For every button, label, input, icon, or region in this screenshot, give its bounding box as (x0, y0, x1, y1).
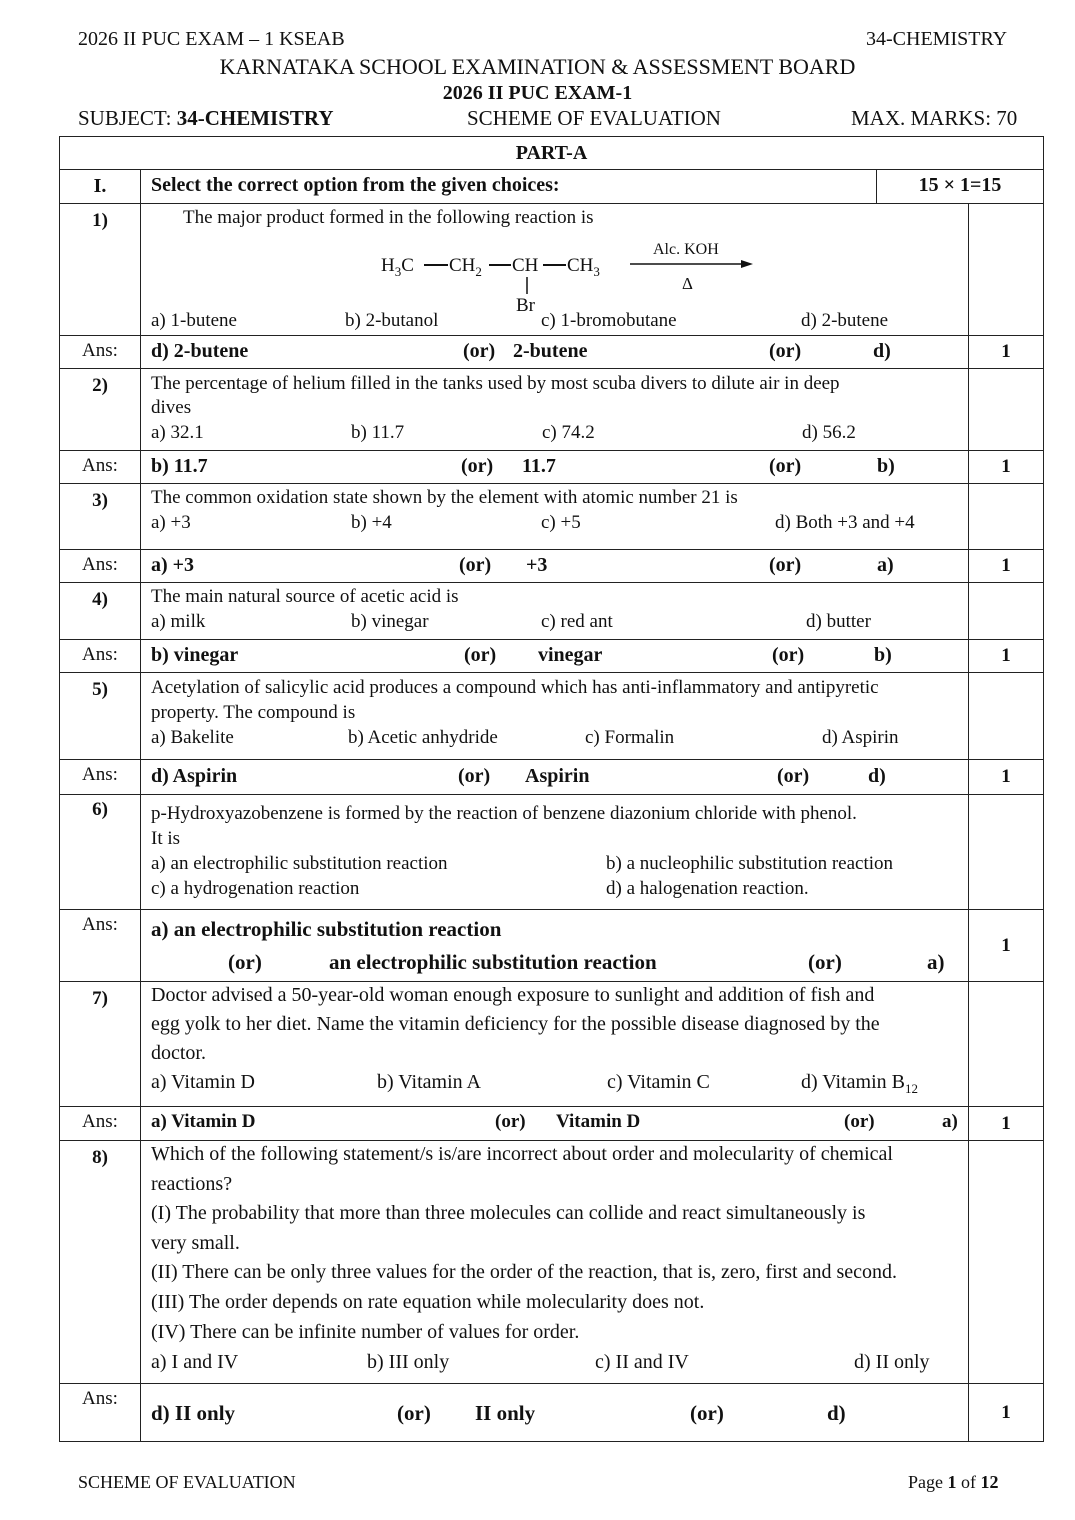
answer-label: Ans: (60, 1107, 141, 1141)
answer-row-1 (60, 336, 1044, 369)
question-body (141, 1141, 969, 1384)
question-text: egg yolk to her diet. Name the vitamin deficiency for the possible disease diagnosed by the (151, 1013, 880, 1035)
marks-cell (969, 982, 1044, 1107)
question-body (141, 484, 969, 550)
option-d: d) Both +3 and +4 (775, 512, 915, 533)
answer-body (141, 760, 969, 795)
option-d: d) II only (854, 1351, 930, 1373)
question-text: (III) The order depends on rate equation while molecularity does not. (151, 1291, 705, 1313)
question-text: Which of the following statement/s is/are incorrect about order and molecularity of chemical (151, 1143, 893, 1165)
answer-body (141, 1384, 969, 1442)
answer-full: d) Aspirin (151, 765, 238, 787)
question-number: 4) (60, 583, 141, 640)
answer-or: (or) (459, 554, 492, 576)
answer-text: 2-butene (513, 340, 588, 362)
option-b: b) +4 (351, 512, 392, 533)
answer-or: (or) (461, 455, 494, 477)
answer-or: (or) (458, 765, 491, 787)
formula-h3c: $H_3C$ (381, 255, 414, 279)
answer-letter: a) (942, 1111, 958, 1132)
answer-row-4 (60, 640, 1044, 673)
answer-or: (or) (777, 765, 810, 787)
answer-mark: 1 (969, 550, 1044, 583)
question-row-3 (60, 484, 1044, 550)
page-indicator: Page 1 of 12 (908, 1472, 999, 1492)
option-d: d) Aspirin (822, 727, 899, 748)
option-c: c) Formalin (585, 727, 675, 748)
formula-ch2: $CH_2$ (449, 255, 482, 279)
question-number: 7) (60, 982, 141, 1107)
question-text: Acetylation of salicylic acid produces a compound which has anti-inflammatory and antipyretic (151, 677, 879, 698)
question-row-1 (60, 204, 1044, 336)
answer-mark: 1 (969, 760, 1044, 795)
page-number: 1 (947, 1472, 957, 1492)
answer-mark: 1 (969, 910, 1044, 982)
option-a: a) milk (151, 611, 206, 632)
answer-label: Ans: (60, 640, 141, 673)
question-text: (IV) There can be infinite number of values for order. (151, 1321, 580, 1343)
answer-body (141, 451, 969, 484)
board-title: KARNATAKA SCHOOL EXAMINATION & ASSESSMENT BOARD (219, 54, 856, 79)
answer-or: (or) (495, 1111, 526, 1132)
section-marks: 15 × 1=15 (877, 170, 1044, 204)
question-number: 2) (60, 369, 141, 451)
option-a: a) 32.1 (151, 422, 204, 443)
answer-mark: 1 (969, 336, 1044, 369)
question-text: It is (151, 828, 181, 849)
arrow-head (741, 260, 753, 268)
question-text: The percentage of helium filled in the tanks used by most scuba divers to dilute air in deep (151, 373, 840, 394)
answer-or: (or) (228, 950, 262, 974)
answer-full: d) 2-butene (151, 340, 249, 362)
option-c: c) 1-bromobutane (541, 310, 677, 331)
section-row (60, 170, 1044, 204)
question-text: property. The compound is (151, 702, 356, 723)
answer-text: vinegar (538, 644, 603, 666)
answer-label: Ans: (60, 1384, 141, 1442)
question-text: (II) There can be only three values for the order of the reaction, that is, zero, first and second. (151, 1261, 897, 1283)
answer-mark: 1 (969, 640, 1044, 673)
evaluation-table (59, 136, 1044, 1442)
answer-body (141, 336, 969, 369)
marks-cell (969, 1141, 1044, 1384)
answer-row-7 (60, 1107, 1044, 1141)
question-text: very small. (151, 1232, 240, 1254)
answer-or: (or) (397, 1401, 431, 1425)
option-a: a) Bakelite (151, 727, 234, 748)
answer-text: 11.7 (522, 455, 556, 477)
option-c: c) Vitamin C (607, 1071, 710, 1093)
marks-cell (969, 795, 1044, 910)
question-text: (I) The probability that more than three molecules can collide and react simultaneously is (151, 1202, 866, 1224)
answer-letter: b) (877, 455, 895, 477)
option-d: d) butter (806, 611, 871, 632)
option-c: c) 74.2 (542, 422, 595, 443)
question-text: doctor. (151, 1042, 206, 1064)
reaction-scheme (381, 234, 781, 314)
question-body (141, 982, 969, 1107)
question-text: The common oxidation state shown by the element with atomic number 21 is (151, 487, 738, 508)
option-a: a) +3 (151, 512, 191, 533)
answer-text: Aspirin (525, 765, 590, 787)
part-title: PART-A (60, 137, 1044, 170)
answer-full: b) 11.7 (151, 455, 208, 477)
answer-or: (or) (769, 455, 802, 477)
answer-mark: 1 (969, 1384, 1044, 1442)
page-total: 12 (980, 1472, 999, 1492)
question-row-8 (60, 1141, 1044, 1384)
question-row-6 (60, 795, 1044, 910)
exam-code: 2026 II PUC EXAM – 1 KSEAB (78, 28, 345, 50)
answer-label: Ans: (60, 451, 141, 484)
answer-text: an electrophilic substitution reaction (329, 950, 657, 974)
answer-or: (or) (844, 1111, 875, 1132)
question-body (141, 673, 969, 760)
question-body (141, 204, 969, 336)
question-text: reactions? (151, 1173, 233, 1195)
answer-letter: a) (877, 554, 894, 576)
marks-cell (969, 204, 1044, 336)
condition: Δ (682, 274, 693, 293)
question-number: 3) (60, 484, 141, 550)
answer-or: (or) (463, 340, 496, 362)
answer-label: Ans: (60, 550, 141, 583)
formula-ch: CH (512, 255, 539, 276)
option-a: a) Vitamin D (151, 1071, 255, 1093)
question-number: 6) (60, 795, 141, 910)
marks-cell (969, 369, 1044, 451)
answer-row-5 (60, 760, 1044, 795)
question-number: 5) (60, 673, 141, 760)
option-b: b) III only (367, 1351, 450, 1373)
option-c: c) a hydrogenation reaction (151, 878, 360, 899)
substituent: Br (516, 295, 535, 314)
max-marks: MAX. MARKS: 70 (851, 106, 1018, 130)
question-text: The main natural source of acetic acid is (151, 586, 459, 607)
subject-code: 34-CHEMISTRY (866, 28, 1008, 50)
option-d: d) 2-butene (801, 310, 889, 331)
subject-label: SUBJECT: 34-CHEMISTRY (78, 106, 334, 130)
option-a: a) I and IV (151, 1351, 239, 1373)
subject-value: 34-CHEMISTRY (176, 106, 334, 130)
answer-letter: a) (927, 950, 945, 974)
option-c: c) +5 (541, 512, 581, 533)
answer-row-2 (60, 451, 1044, 484)
answer-letter: d) (827, 1401, 846, 1425)
exam-title: 2026 II PUC EXAM-1 (442, 82, 633, 104)
footer-scheme: SCHEME OF EVALUATION (78, 1472, 296, 1492)
answer-body (141, 640, 969, 673)
option-b: b) Vitamin A (377, 1071, 481, 1093)
marks-cell (969, 583, 1044, 640)
question-number: 8) (60, 1141, 141, 1384)
question-body (141, 369, 969, 451)
answer-row-3 (60, 550, 1044, 583)
question-row-2 (60, 369, 1044, 451)
answer-row-6 (60, 910, 1044, 982)
answer-label: Ans: (60, 336, 141, 369)
option-b: b) a nucleophilic substitution reaction (606, 853, 894, 874)
question-row-7 (60, 982, 1044, 1107)
formula-ch3: $CH_3$ (567, 255, 600, 279)
answer-or: (or) (769, 340, 802, 362)
marks-cell (969, 673, 1044, 760)
answer-label: Ans: (60, 910, 141, 982)
answer-text: +3 (526, 554, 548, 576)
option-d: d) 56.2 (802, 422, 856, 443)
answer-full: d) II only (151, 1401, 236, 1425)
answer-full: a) an electrophilic substitution reaction (151, 917, 502, 941)
answer-or: (or) (772, 644, 805, 666)
option-d: d) a halogenation reaction. (606, 878, 809, 899)
marks-cell (969, 484, 1044, 550)
question-body (141, 583, 969, 640)
section-number: I. (60, 170, 141, 204)
answer-row-8 (60, 1384, 1044, 1442)
answer-letter: d) (868, 765, 886, 787)
reagent: Alc. KOH (653, 241, 719, 258)
question-row-4 (60, 583, 1044, 640)
subscript: 12 (904, 1081, 918, 1096)
answer-mark: 1 (969, 1107, 1044, 1141)
question-text: p-Hydroxyazobenzene is formed by the reaction of benzene diazonium chloride with phenol. (151, 803, 857, 824)
option-d: d) Vitamin $B_{12}$ (801, 1071, 918, 1096)
option-a: a) 1-butene (151, 310, 237, 331)
section-instruction: Select the correct option from the given choices: (141, 170, 877, 204)
question-text: The major product formed in the following reaction is (183, 207, 594, 228)
question-text: dives (151, 397, 192, 418)
answer-or: (or) (808, 950, 842, 974)
answer-body (141, 910, 969, 982)
answer-or: (or) (769, 554, 802, 576)
answer-full: a) +3 (151, 554, 195, 576)
answer-full: b) vinegar (151, 644, 239, 666)
answer-mark: 1 (969, 451, 1044, 484)
scheme-label: SCHEME OF EVALUATION (467, 106, 721, 130)
option-b: b) Acetic anhydride (348, 727, 498, 748)
question-text: Doctor advised a 50-year-old woman enough exposure to sunlight and addition of fish and (151, 984, 875, 1006)
option-a: a) an electrophilic substitution reaction (151, 853, 448, 874)
answer-letter: d) (873, 340, 891, 362)
answer-text: II only (475, 1401, 536, 1425)
answer-label: Ans: (60, 760, 141, 795)
answer-body (141, 1107, 969, 1141)
answer-body (141, 550, 969, 583)
option-c: c) II and IV (595, 1351, 689, 1373)
question-number: 1) (60, 204, 141, 336)
option-b: b) 2-butanol (345, 310, 439, 331)
option-b: b) 11.7 (351, 422, 405, 443)
answer-text: Vitamin D (556, 1111, 641, 1132)
part-row (60, 137, 1044, 170)
answer-or: (or) (464, 644, 497, 666)
option-b: b) vinegar (351, 611, 429, 632)
option-c: c) red ant (541, 611, 613, 632)
answer-letter: b) (874, 644, 892, 666)
question-body (141, 795, 969, 910)
answer-or: (or) (690, 1401, 724, 1425)
answer-full: a) Vitamin D (151, 1111, 256, 1132)
question-row-5 (60, 673, 1044, 760)
